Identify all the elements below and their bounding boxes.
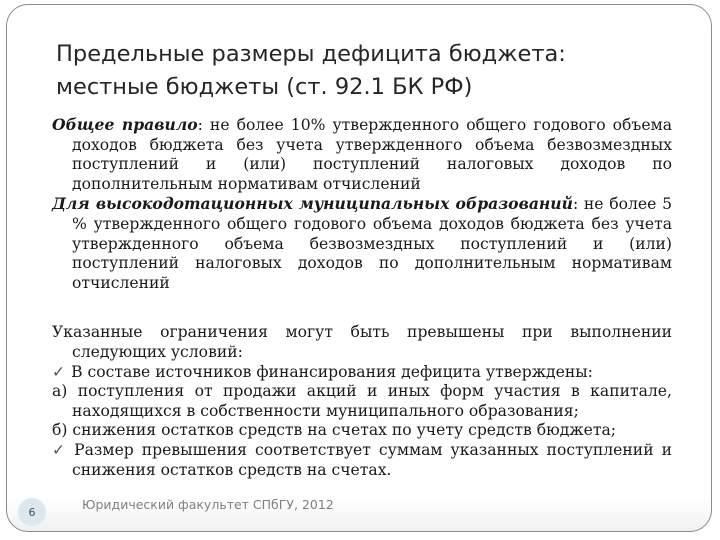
slide-content <box>52 115 672 480</box>
title-line-1: Предельные размеры дефицита бюджета: <box>56 41 566 67</box>
item-b: б) снижения остатков средств на счетах по учету средств бюджета; <box>52 421 617 440</box>
conditions-intro: Указанные ограничения могут быть превышены при выполнении следующих условий: <box>52 323 672 361</box>
subsidized-text: : не более 5 % утвержденного общего годового объема доходов бюджета без учета утвержденного объема безвозмездных поступлений и (или) поступлений налоговых доходов по дополнительным нормативам отчислений <box>72 195 672 292</box>
condition-1-text: В составе источников финансирования дефицита утверждены: <box>71 362 593 381</box>
title-line-2: местные бюджеты (ст. 92.1 БК РФ) <box>56 74 473 100</box>
general-rule-text: : не более 10% утвержденного общего годового объема доходов бюджета без учета утвержденного объема безвозмездных поступлений и (или) поступлений налоговых доходов по дополнительным нормативам отчислений <box>72 116 672 193</box>
subsidized-label: Для высокодотационных муниципальных образований <box>52 194 573 214</box>
item-a: а) поступления от продажи акций и иных форм участия в капитале, находящихся в собственности муниципального образования; <box>52 382 672 420</box>
slide-title <box>56 38 696 104</box>
check-icon: ✓ <box>52 362 66 381</box>
check-icon: ✓ <box>52 440 69 459</box>
condition-2 <box>52 441 672 480</box>
general-rule-paragraph <box>52 115 672 194</box>
subsidized-paragraph <box>52 194 672 293</box>
condition-2-text: Размер превышения соответствует суммам указанных поступлений и снижения остатков средств на счетах. <box>72 440 672 479</box>
slide-number-badge: 6 <box>18 498 46 526</box>
footer-text: Юридический факультет СПбГУ, 2012 <box>82 497 334 512</box>
general-rule-label: Общее правило <box>52 115 198 134</box>
condition-1 <box>52 363 672 383</box>
